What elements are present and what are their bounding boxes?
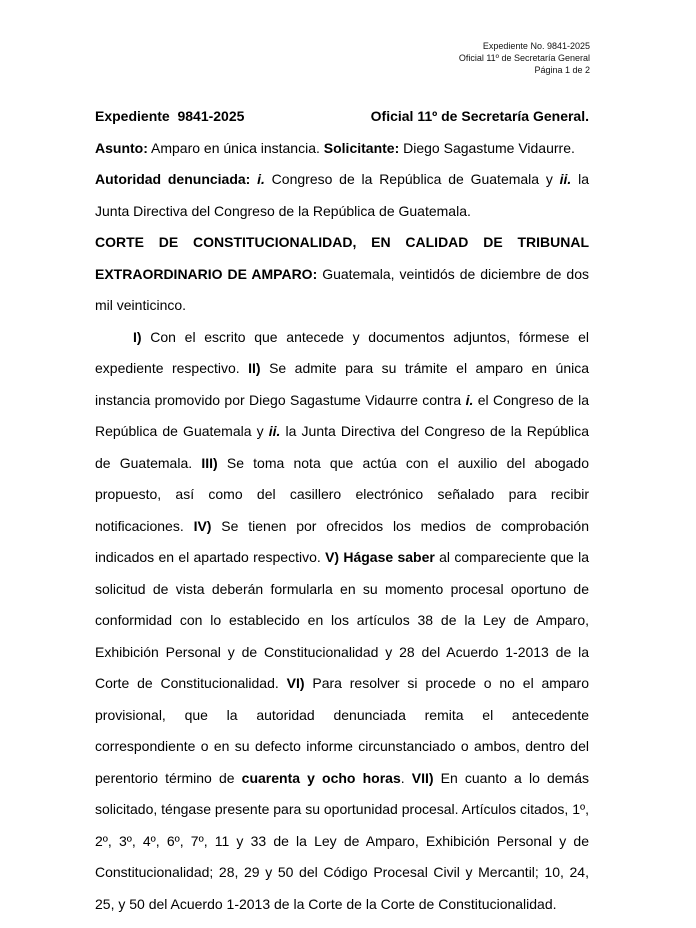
numeral-iv: IV) — [193, 517, 212, 534]
resolution-text-10: En cuanto a lo demás solicitado, téngase presente para su oportunidad procesal. Artículos citados, 1º, 2º, 3º, 4º, 6º, 7º, 11 y 33 de la Ley de Amparo, Exhibición Personal y de Constitucionalidad; 28, 29 y 50 del Código Procesal Civil y Mercantil; 10, 24, 25, y 50 del Acuerdo 1-2013 de la Corte de la Corte de Constitucionalidad. — [95, 769, 589, 912]
autoridad-paragraph — [95, 164, 589, 227]
page-header — [459, 40, 590, 76]
asunto-text: Amparo en única instancia. — [147, 139, 324, 156]
asunto-label: Asunto: — [95, 139, 148, 156]
resolution-text-6: Se tienen por ofrecidos los medios de comprobación indicados en el apartado respectivo. — [95, 517, 590, 565]
resolution-text-9: . — [400, 769, 412, 786]
numeral-vii: VII) — [411, 769, 434, 786]
resolution-text-4: la Junta Directiva del Congreso de la República de Guatemala. — [95, 423, 589, 471]
document-body — [95, 101, 589, 920]
roman-ii: ii. — [559, 171, 572, 187]
corte-title: CORTE DE CONSTITUCIONALIDAD, EN CALIDAD DE TRIBUNAL EXTRAORDINARIO DE AMPARO: — [95, 234, 589, 282]
numeral-ii: II) — [248, 360, 261, 376]
header-expediente: Expediente No. 9841-2025 — [482, 41, 590, 51]
roman-ii-2: ii. — [268, 423, 281, 439]
roman-i-2: i. — [465, 391, 474, 408]
asunto-paragraph — [95, 133, 589, 165]
numeral-vi: VI) — [286, 675, 305, 691]
autoridad-text-1: Congreso de la República de Guatemala y — [264, 171, 560, 187]
resolution-text-2: Se admite para su trámite el amparo en única instancia promovido por Diego Sagastume Vidaurre contra — [95, 360, 590, 408]
autoridad-label: Autoridad denunciada: — [95, 171, 251, 187]
numeral-v: V) Hágase saber — [325, 549, 435, 565]
roman-i: i. — [257, 171, 265, 187]
numeral-i: I) — [133, 328, 142, 345]
resolution-text-8: Para resolver si procede o no el amparo provisional, que la autoridad denunciada remita el antecedente correspondiente o en su defecto informe circunstanciado o ambos, dentro del perentorio término de — [95, 675, 589, 786]
autoridad-text-2: la Junta Directiva del Congreso de la República de Guatemala. — [95, 171, 589, 219]
resolution-text-7: al compareciente que la solicitud de vista deberán formularla en su momento procesal oportuno de conformidad con lo establecido en los artículos 38 de la Ley de Amparo, Exhibición Personal y de Constitucionalidad y 28 del Acuerdo 1-2013 de la Corte de Constitucionalidad. — [95, 549, 589, 691]
numeral-iii: III) — [201, 454, 218, 471]
solicitante-name: Diego Sagastume Vidaurre. — [399, 139, 575, 156]
heading-expediente: Expediente 9841-2025 — [95, 108, 245, 124]
header-oficial: Oficial 11º de Secretaría General — [458, 53, 590, 63]
heading-oficial: Oficial 11º de Secretaría General. — [370, 108, 589, 124]
corte-paragraph — [95, 227, 589, 322]
resolution-text-1: Con el escrito que antecede y documentos adjuntos, fórmese el expediente respectivo. — [95, 328, 589, 376]
resolution-paragraph — [95, 322, 589, 921]
heading-row — [95, 101, 589, 133]
resolution-text-5: Se toma nota que actúa con el auxilio del abogado propuesto, así como del casillero electrónico señalado para recibir notificaciones. — [95, 454, 589, 534]
plazo-bold: cuarenta y ocho horas — [241, 769, 401, 786]
corte-date: Guatemala, veintidós de diciembre de dos mil veinticinco. — [95, 265, 589, 313]
header-page-number: Página 1 de 2 — [534, 65, 590, 75]
resolution-text-3: el Congreso de la República de Guatemala y — [95, 391, 589, 439]
solicitante-label: Solicitante: — [323, 139, 400, 156]
